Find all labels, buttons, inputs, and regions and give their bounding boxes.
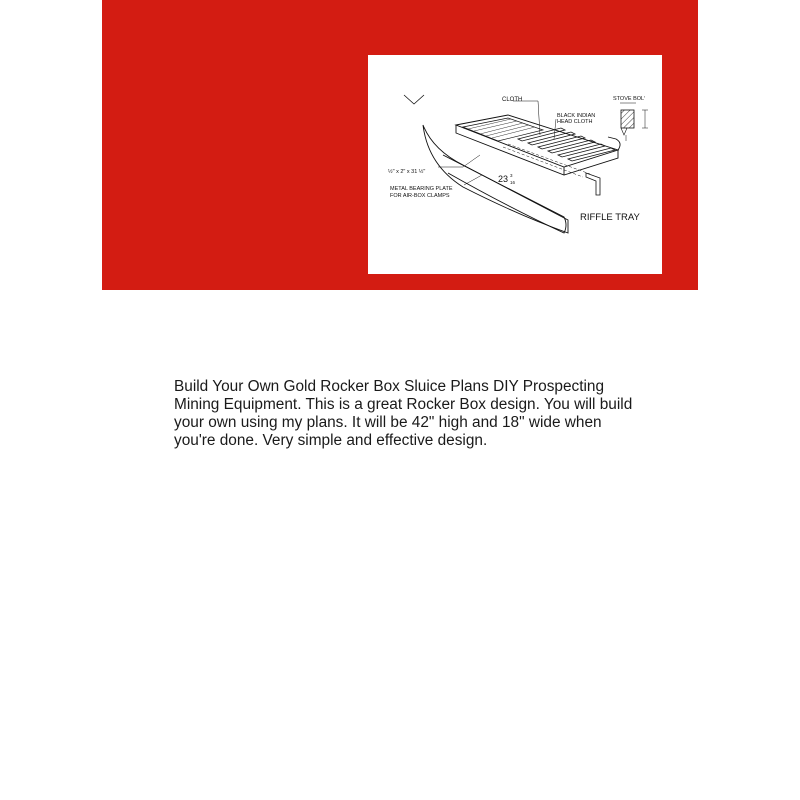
stove-bolt-detail — [620, 103, 648, 141]
label-length: 23 — [498, 174, 509, 184]
product-description: Build Your Own Gold Rocker Box Sluice Plans DIY Prospecting Mining Equipment. This is a great Rocker Box design. You will build your own using my plans. It will be 42" high and 18" wide when you're done. Very simple and effective design. — [174, 378, 633, 449]
tray-front — [456, 125, 618, 175]
label-air-box: FOR AIR-BOX CLAMPS — [390, 193, 450, 199]
tray-handle — [586, 173, 600, 195]
riffles — [518, 128, 615, 161]
label-metal-plate: METAL BEARING PLATE — [390, 186, 453, 192]
riffle-tray-drawing — [368, 55, 662, 274]
label-dimension: ½" x 2" x 31 ½" — [388, 169, 426, 175]
cloth-hatching — [468, 119, 535, 138]
label-length-num: 3 — [510, 173, 513, 178]
label-cloth: CLOTH — [502, 97, 523, 103]
runner-side — [443, 155, 566, 233]
label-head-cloth: HEAD CLOTH — [557, 119, 593, 125]
label-riffle-tray: RIFFLE TRAY — [580, 212, 640, 223]
label-black-indian: BLACK INDIAN — [557, 113, 596, 119]
v-mark — [404, 95, 424, 104]
hero-banner — [102, 0, 698, 290]
riffle-tray-diagram — [368, 55, 662, 274]
label-stove-bolt: STOVE BOLʹ — [613, 96, 646, 102]
label-length-den: 16 — [510, 180, 516, 185]
